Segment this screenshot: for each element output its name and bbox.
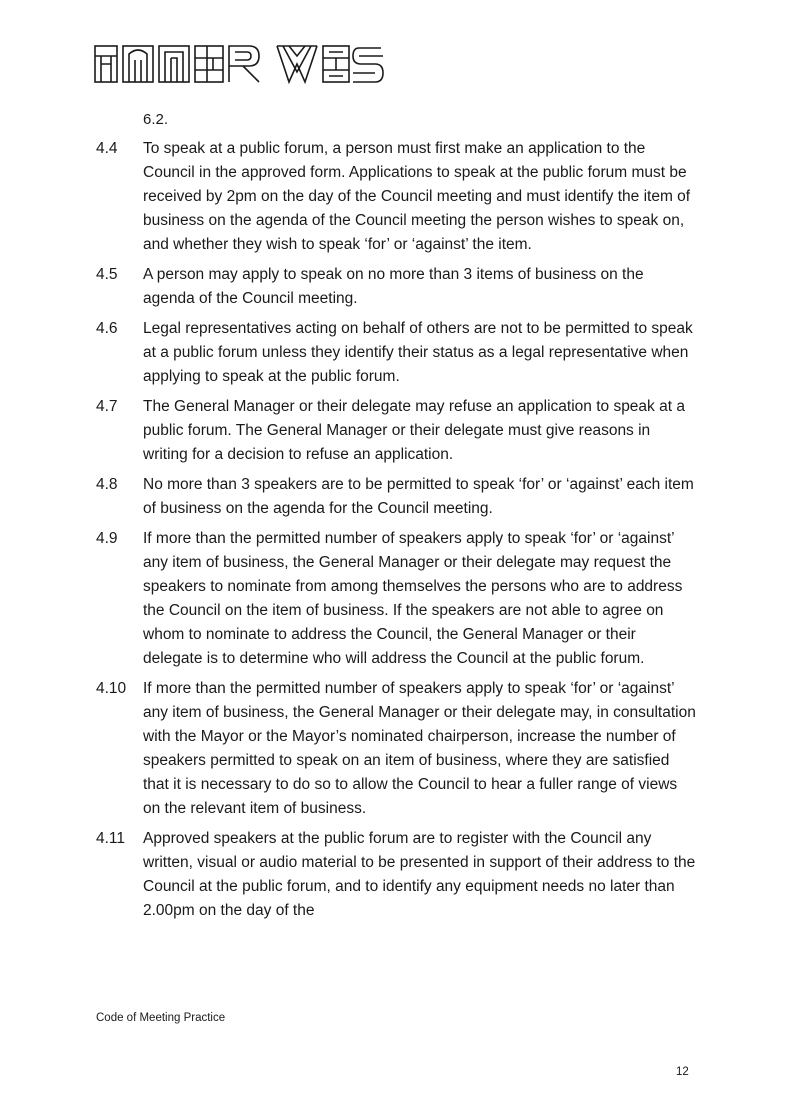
clause-4-4 bbox=[96, 137, 696, 257]
clause-text: To speak at a public forum, a person must first make an application to the Council in the approved form. Applications to speak at the public forum must be received by 2pm on the day of the Council meeting and must identify the item of business on the agenda of the Council meeting the person wishes to speak on, and whether they wish to speak ‘for’ or ‘against’ the item. bbox=[143, 140, 691, 253]
clause-4-5 bbox=[96, 263, 696, 311]
clause-4-10 bbox=[96, 677, 696, 821]
clause-number: 4.6 bbox=[96, 320, 118, 337]
clause-number: 4.5 bbox=[96, 266, 118, 283]
clause-text: If more than the permitted number of speakers apply to speak ‘for’ or ‘against’ any item of business, the General Manager or their delegate may request the speakers to nominate from among themselves the persons who are to address the Council on the item of business. If the speakers are not able to agree on whom to nominate to address the Council, the General Manager or their delegate is to determine who will address the Council at the public forum. bbox=[143, 530, 683, 667]
inner-west-logo bbox=[93, 44, 393, 84]
clause-number: 4.4 bbox=[96, 140, 118, 157]
clause-number: 4.11 bbox=[96, 830, 126, 847]
logo-letter-w bbox=[277, 46, 317, 82]
clause-number: 4.8 bbox=[96, 476, 118, 493]
clause-list bbox=[96, 137, 696, 929]
clause-4-6 bbox=[96, 317, 696, 389]
clause-text: Legal representatives acting on behalf of others are not to be permitted to speak at a public forum unless they identify their status as a legal representative when applying to speak at the public forum. bbox=[143, 320, 693, 385]
clause-text: If more than the permitted number of speakers apply to speak ‘for’ or ‘against’ any item of business, the General Manager or their delegate may, in consultation with the Mayor or the Mayor’s nominated chairperson, increase the number of speakers permitted to speak on an item of business, where they are satisfied that it is necessary to do so to allow the Council to hear a fuller range of views on the relevant item of business. bbox=[143, 680, 696, 817]
clause-text: No more than 3 speakers are to be permitted to speak ‘for’ or ‘against’ each item of business on the agenda for the Council meeting. bbox=[143, 476, 694, 517]
logo-letter-e bbox=[195, 46, 223, 82]
clause-4-9 bbox=[96, 527, 696, 671]
carryover-text: 6.2. bbox=[143, 111, 169, 128]
page-number: 12 bbox=[676, 1066, 689, 1078]
footer-document-title: Code of Meeting Practice bbox=[96, 1012, 226, 1024]
clause-4-8 bbox=[96, 473, 696, 521]
clause-4-7 bbox=[96, 395, 696, 467]
clause-4-11 bbox=[96, 827, 696, 923]
logo-letter-e2 bbox=[323, 46, 349, 82]
logo-letter-i bbox=[95, 46, 117, 82]
clause-number: 4.10 bbox=[96, 680, 127, 697]
logo-letter-n1 bbox=[123, 46, 153, 82]
logo-letter-s bbox=[353, 48, 383, 82]
logo-letter-r bbox=[229, 46, 259, 82]
clause-text: Approved speakers at the public forum are to register with the Council any written, visual or audio material to be presented in support of their address to the Council at the public forum, and to identify any equipment needs no later than 2.00pm on the day of the bbox=[143, 830, 696, 919]
clause-text: The General Manager or their delegate may refuse an application to speak at a public forum. The General Manager or their delegate must give reasons in writing for a decision to refuse an application. bbox=[143, 398, 685, 463]
clause-number: 4.9 bbox=[96, 530, 118, 547]
clause-text: A person may apply to speak on no more than 3 items of business on the agenda of the Council meeting. bbox=[143, 266, 644, 307]
clause-number: 4.7 bbox=[96, 398, 118, 415]
logo-letter-n2 bbox=[159, 46, 189, 82]
